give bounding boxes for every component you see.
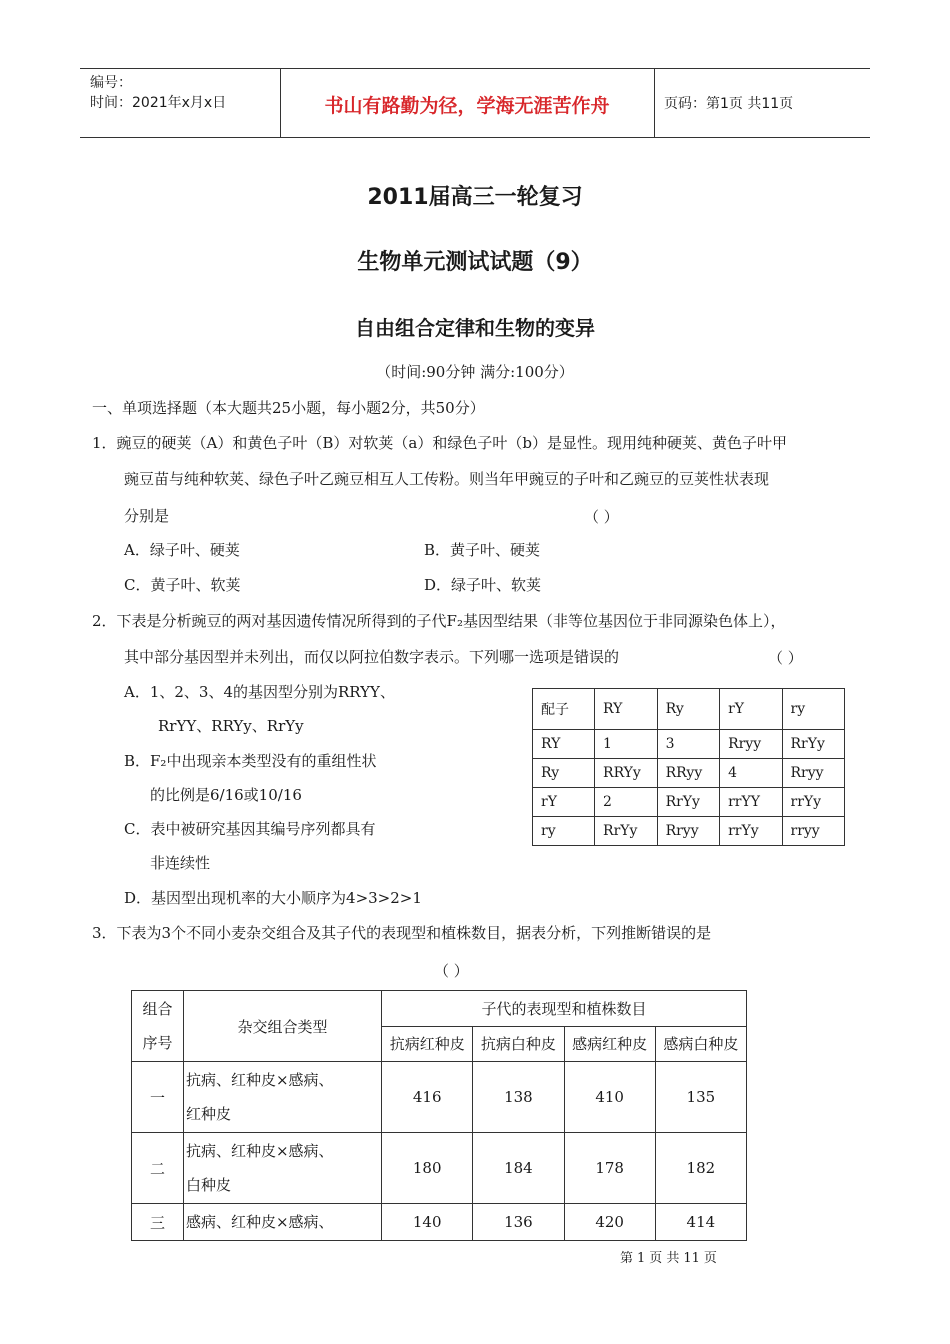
table-row [533, 730, 845, 759]
footer-text: 页 [703, 1251, 717, 1266]
q2-option-c1: C．表中被研究基因其编号序列都具有 [124, 820, 376, 838]
footer-text: 页 [649, 1251, 663, 1266]
q2-option-d: D．基因型出现机率的大小顺序为4>3>2>1 [124, 889, 422, 907]
header-page-info: 页码：第1页 共11页 [664, 96, 794, 112]
q2-option-a1: A．1、2、3、4的基因型分别为RRYY、 [124, 683, 395, 701]
number-label: 编号： [90, 75, 132, 91]
q3-line1: 3．下表为3个不同小麦杂交组合及其子代的表现型和植株数目，据表分析，下列推断错误的是 [92, 924, 712, 942]
table-cell: 178 [564, 1133, 655, 1204]
section-heading: 一、单项选择题（本大题共25小题，每小题2分，共50分） [92, 399, 485, 417]
table-cell: rY [533, 788, 595, 817]
table-cell: Rryy [782, 759, 844, 788]
header-offspring: 子代的表现型和植株数目 [382, 991, 747, 1027]
header-col: 感病白种皮 [655, 1026, 746, 1062]
q2-line1: 2．下表是分析豌豆的两对基因遗传情况所得到的子代F₂基因型结果（非等位基因位于非同源染色体上）， [92, 612, 786, 630]
q2-option-a2: RrYY、RRYy、RrYy [158, 717, 304, 735]
table-cell: Rryy [657, 817, 720, 846]
title-topic: 自由组合定律和生物的变异 [355, 316, 595, 340]
table-cell: ry [782, 689, 844, 730]
table-cell: rrYy [720, 817, 782, 846]
table-cell: 配子 [533, 689, 595, 730]
table-cell: rrYY [720, 788, 782, 817]
table-cell: Ry [533, 759, 595, 788]
q1-line1: 1．豌豆的硬荚（A）和黄色子叶（B）对软荚（a）和绿色子叶（b）是显性。现用纯种硬荚、黄色子叶甲 [92, 434, 787, 452]
q3-answer-paren: （ ） [434, 962, 469, 980]
page-footer [620, 1247, 721, 1266]
table-row [132, 1133, 747, 1204]
table-cell: 182 [655, 1133, 746, 1204]
table-cell: 416 [382, 1062, 473, 1133]
q2-option-b2: 的比例是6/16或10/16 [150, 786, 302, 804]
table-cell: rY [720, 689, 782, 730]
table-cell: 2 [595, 788, 658, 817]
q1-answer-paren: （ ） [584, 508, 619, 526]
table-cell: 136 [473, 1204, 564, 1241]
q1-line3: 分别是 [124, 507, 170, 525]
table-row [132, 1062, 747, 1133]
table-row [533, 759, 845, 788]
q1-option-a: A．绿子叶、硬荚 [124, 541, 240, 559]
table-cell: 1 [595, 730, 658, 759]
footer-page-number: 1 [637, 1251, 646, 1266]
row-type-line2: 白种皮 [185, 1176, 231, 1194]
table-cell: Rryy [720, 730, 782, 759]
footer-text: 第 [620, 1251, 634, 1266]
q2-option-b1: B．F₂中出现亲本类型没有的重组性状 [124, 752, 377, 770]
table-cell: 414 [655, 1204, 746, 1241]
table-cell: 420 [564, 1204, 655, 1241]
table-cell: 180 [382, 1133, 473, 1204]
table-cell: 3 [657, 730, 720, 759]
header-col: 抗病红种皮 [382, 1026, 473, 1062]
header-cross-type: 杂交组合类型 [183, 991, 381, 1062]
row-type [183, 1062, 381, 1133]
row-type-line1: 感病、红种皮×感病、 [185, 1213, 334, 1231]
time-label: 时间：2021年x月x日 [90, 95, 227, 111]
title-main: 2011届高三一轮复习 [367, 185, 583, 210]
table-row [132, 1204, 747, 1241]
header-group-id-line2: 序号 [142, 1034, 173, 1052]
q1-option-d: D．绿子叶、软荚 [424, 576, 542, 594]
table-cell: 140 [382, 1204, 473, 1241]
q1-option-b: B．黄子叶、硬荚 [424, 541, 541, 559]
table-cell: rryy [782, 817, 844, 846]
table-cell: 135 [655, 1062, 746, 1133]
title-sub: 生物单元测试试题（9） [357, 250, 593, 275]
table-cell: 410 [564, 1062, 655, 1133]
genotype-table [532, 688, 845, 846]
table-cell: Ry [657, 689, 720, 730]
table-cell: RY [595, 689, 658, 730]
header-group-id [132, 991, 184, 1062]
row-type [183, 1133, 381, 1204]
row-id: 三 [132, 1204, 184, 1241]
cross-table [131, 990, 747, 1241]
table-cell: 4 [720, 759, 782, 788]
q1-option-c: C．黄子叶、软荚 [124, 576, 241, 594]
row-id: 一 [132, 1062, 184, 1133]
table-cell: RrYy [782, 730, 844, 759]
table-cell: rrYy [782, 788, 844, 817]
table-cell: RRYy [595, 759, 658, 788]
row-type-line1: 抗病、红种皮×感病、 [185, 1071, 334, 1089]
q1-line2: 豌豆苗与纯种软荚、绿色子叶乙豌豆相互人工传粉。则当年甲豌豆的子叶和乙豌豆的豆荚性状表现 [124, 470, 770, 488]
table-row [132, 991, 747, 1027]
page-header [80, 68, 870, 138]
table-cell: RrYy [657, 788, 720, 817]
header-col: 抗病白种皮 [473, 1026, 564, 1062]
table-cell: 184 [473, 1133, 564, 1204]
table-cell: ry [533, 817, 595, 846]
row-type-line1: 抗病、红种皮×感病、 [185, 1142, 334, 1160]
table-row [533, 788, 845, 817]
header-group-id-line1: 组合 [142, 1000, 173, 1018]
row-type-line2: 红种皮 [185, 1105, 231, 1123]
time-score: （时间:90分钟 满分:100分） [376, 363, 574, 381]
q2-line2: 其中部分基因型并未列出，而仅以阿拉伯数字表示。下列哪一选项是错误的 [124, 648, 620, 666]
table-cell: RY [533, 730, 595, 759]
table-cell: RRyy [657, 759, 720, 788]
header-divider [654, 69, 655, 137]
table-row [533, 817, 845, 846]
footer-page-total: 11 [683, 1251, 700, 1266]
row-type [183, 1204, 381, 1241]
table-cell: RrYy [595, 817, 658, 846]
header-col: 感病红种皮 [564, 1026, 655, 1062]
q2-answer-paren: （ ） [768, 649, 803, 667]
table-cell: 138 [473, 1062, 564, 1133]
header-motto: 书山有路勤为径，学海无涯苦作舟 [324, 95, 610, 117]
footer-text: 共 [666, 1251, 680, 1266]
q2-option-c2: 非连续性 [150, 854, 211, 872]
table-row [533, 689, 845, 730]
row-id: 二 [132, 1133, 184, 1204]
header-meta [90, 73, 226, 113]
